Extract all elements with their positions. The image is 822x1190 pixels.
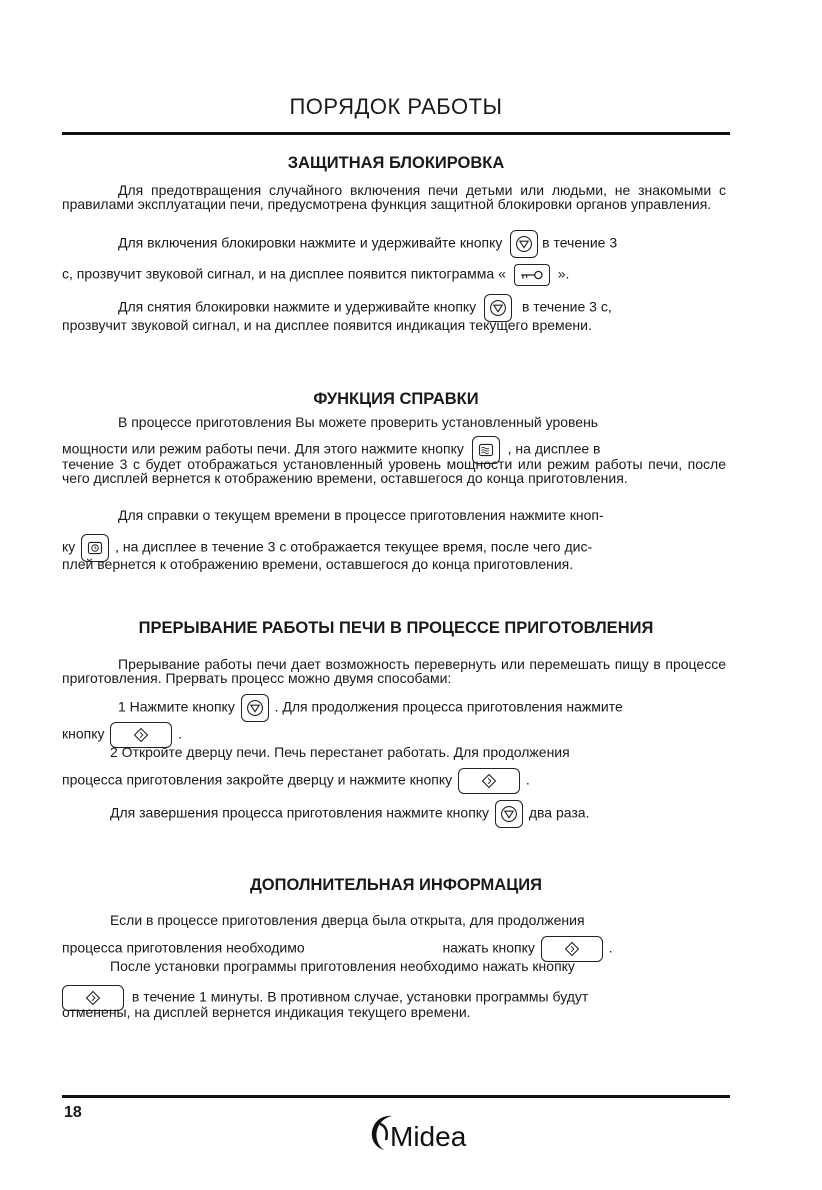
page-title: ПОРЯДОК РАБОТЫ <box>289 94 503 119</box>
pause-end-b: два раза. <box>528 804 590 821</box>
lock-on-text-a: Для включения блокировки нажмите и удерживайте кнопку <box>118 234 503 251</box>
midea-logo <box>366 1106 476 1156</box>
unlock-text-a: Для снятия блокировки нажмите и удерживайте кнопку <box>118 298 477 315</box>
heading-info-function: ФУНКЦИЯ СПРАВКИ <box>313 390 479 408</box>
info-text-1c: , на дисплее в <box>507 440 601 457</box>
pause-step-1b: . Для продолжения процесса приготовления нажмите <box>274 698 623 715</box>
info-text-2d: плей вернется к отображению времени, оставшегося до конца приготовления. <box>62 556 574 572</box>
lock-on-text-b: в течение 3 <box>542 234 618 251</box>
start-button-icon <box>458 768 520 794</box>
pause-end-line <box>110 800 589 828</box>
brand-text: Midea <box>390 1121 467 1152</box>
extra-text-1b: процесса приготовления необходимо <box>62 939 305 956</box>
pause-paragraph-1: Прерывание работы печи дает возможность перевернуть или перемешать пищу в процессе приготовления. Прервать процесс можно двумя способами: <box>62 656 726 686</box>
info-text-1d: течение 3 с будет отображаться установленный уровень мощности или режим работы печи, после чего дисплей вернется к отображению времени, оставшегося до конца приготовления. <box>62 456 726 486</box>
info-text-1b: мощности или режим работы печи. Для этого нажмите кнопку <box>62 440 464 457</box>
info-text-2b: ку <box>62 538 76 555</box>
stop-cancel-button-icon <box>495 800 523 828</box>
key-lock-icon <box>514 264 550 286</box>
lock-on-line-1 <box>118 230 617 258</box>
pause-step-2-line-2 <box>62 768 530 794</box>
pause-step-2a: 2 Откройте дверцу печи. Печь перестанет работать. Для продолжения <box>110 744 570 760</box>
unlock-text-c: прозвучит звуковой сигнал, и на дисплее появится индикация текущего времени. <box>62 317 592 333</box>
lock-on-text-d: ». <box>557 265 570 282</box>
pause-step-1c: кнопку <box>62 725 105 742</box>
pause-step-2c: . <box>525 771 530 788</box>
pause-step-2b: процесса приготовления закройте дверцу и нажмите кнопку <box>62 771 453 788</box>
info-text-2c: , на дисплее в течение 3 с отображается текущее время, после чего дис- <box>115 538 593 555</box>
pause-step-1a: 1 Нажмите кнопку <box>118 698 235 715</box>
lock-on-text-c: с, прозвучит звуковой сигнал, и на дисплее появится пиктограмма « <box>62 265 506 282</box>
header-rule <box>62 132 730 135</box>
pause-end-a: Для завершения процесса приготовления нажмите кнопку <box>110 804 490 821</box>
lock-paragraph-1: Для предотвращения случайного включения печи детьми или людьми, не знакомыми с правилами эксплуатации печи, предусмотрена функция защитной блокировки органов управления. <box>62 182 726 212</box>
unlock-text-b: в течение 3 с, <box>521 298 612 315</box>
extra-text-2b: в течение 1 минуты. В противном случае, установки программы будут <box>131 988 589 1005</box>
pause-step-1d: . <box>178 725 183 742</box>
heading-child-lock: ЗАЩИТНАЯ БЛОКИРОВКА <box>287 154 505 172</box>
heading-pause-cooking: ПРЕРЫВАНИЕ РАБОТЫ ПЕЧИ В ПРОЦЕССЕ ПРИГОТОВЛЕНИЯ <box>138 619 654 637</box>
heading-additional-info: ДОПОЛНИТЕЛЬНАЯ ИНФОРМАЦИЯ <box>250 876 542 894</box>
extra-text-1d: . <box>608 939 613 956</box>
footer-rule <box>62 1095 730 1098</box>
extra-text-1c: нажать кнопку <box>442 939 535 956</box>
stop-cancel-button-icon <box>510 230 538 258</box>
info-text-2a: Для справки о текущем времени в процессе приготовления нажмите кноп- <box>118 507 604 523</box>
pause-step-1-line <box>118 694 623 722</box>
info-text-1a: В процессе приготовления Вы можете проверить установленный уровень <box>118 414 599 430</box>
page-number: 18 <box>64 1104 82 1121</box>
lock-on-line-2 <box>62 264 569 286</box>
stop-cancel-button-icon <box>241 694 269 722</box>
extra-text-1a: Если в процессе приготовления дверца была открыта, для продолжения <box>110 912 585 928</box>
extra-text-2a: После установки программы приготовления необходимо нажать кнопку <box>110 958 575 974</box>
extra-text-2c: отменены, на дисплей вернется индикация текущего времени. <box>62 1004 471 1020</box>
